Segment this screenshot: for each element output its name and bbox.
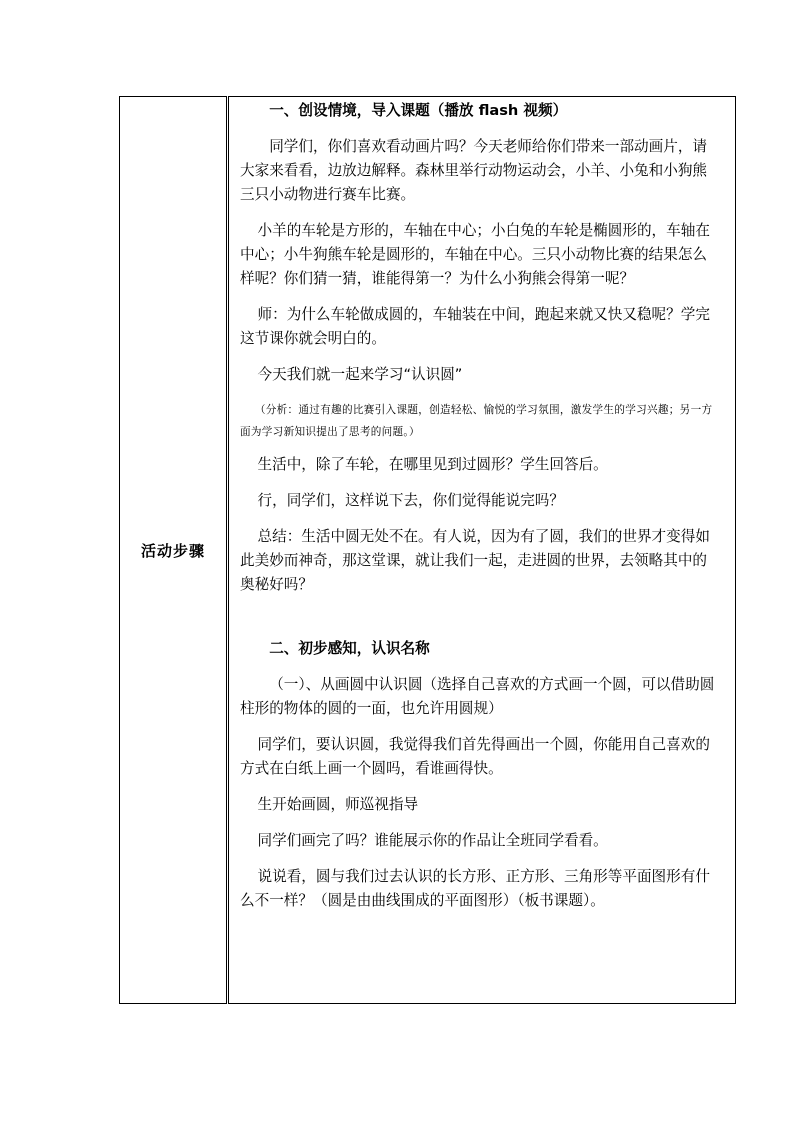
section-heading-1: 一、创设情境，导入课题（播放 flash 视频）	[269, 102, 568, 119]
label-cell	[120, 97, 228, 1004]
paragraph: 小羊的车轮是方形的，车轴在中心；小白兔的车轮是椭圆形的，车轴在中心；小牛狗熊车轮是圆形的，车轴在中心。三只小动物比赛的结果怎么样呢？你们猜一猜，谁能得第一？为什么小狗熊会得第一呢？	[240, 222, 710, 287]
lesson-table	[119, 96, 736, 1004]
paragraph: 总结：生活中圆无处不在。有人说，因为有了圆，我们的世界才变得如此美妙而神奇，那这堂课，就让我们一起，走进圆的世界，去领略其中的奥秘好吗？	[240, 528, 710, 593]
paragraph: 同学们，要认识圆，我觉得我们首先得画出一个圆，你能用自己喜欢的方式在白纸上画一个圆吗，看谁画得快。	[240, 736, 710, 777]
section-heading-2: 二、初步感知，认识名称	[269, 640, 430, 657]
paragraph: （一）、从画圆中认识圆（选择自己喜欢的方式画一个圆，可以借助圆柱形的物体的圆的一面，也允许用圆规）	[240, 676, 715, 717]
paragraph: 行，同学们，这样说下去，你们觉得能说完吗？	[257, 492, 564, 509]
section-label: 活动步骤	[140, 541, 205, 560]
paragraph: 同学们画完了吗？谁能展示你的作品让全班同学看看。	[257, 832, 608, 849]
paragraph: 今天我们就一起来学习“认识圆”	[257, 366, 463, 383]
paragraph: 说说看，圆与我们过去认识的长方形、正方形、三角形等平面图形有什么不一样？（圆是由曲线围成的平面图形）（板书课题）。	[240, 868, 710, 909]
table-row	[120, 97, 736, 1004]
content-body	[229, 97, 735, 913]
paragraph: 生开始画圆，师巡视指导	[257, 796, 419, 813]
paragraph: 同学们，你们喜欢看动画片吗？今天老师给你们带来一部动画片，请大家来看看，边放边解释。森林里举行动物运动会，小羊、小兔和小狗熊三只小动物进行赛车比赛。	[240, 138, 708, 203]
spacer	[240, 609, 715, 637]
analysis-note: （分析：通过有趣的比赛引入课题，创造轻松、愉悦的学习氛围，激发学生的学习兴趣；另一方面为学习新知识提出了思考的问题。）	[240, 404, 713, 438]
content-cell	[228, 97, 736, 1004]
paragraph: 师：为什么车轮做成圆的，车轴装在中间，跑起来就又快又稳呢？学完这节课你就会明白的。	[240, 306, 710, 347]
paragraph: 生活中，除了车轮，在哪里见到过圆形？学生回答后。	[257, 456, 608, 473]
